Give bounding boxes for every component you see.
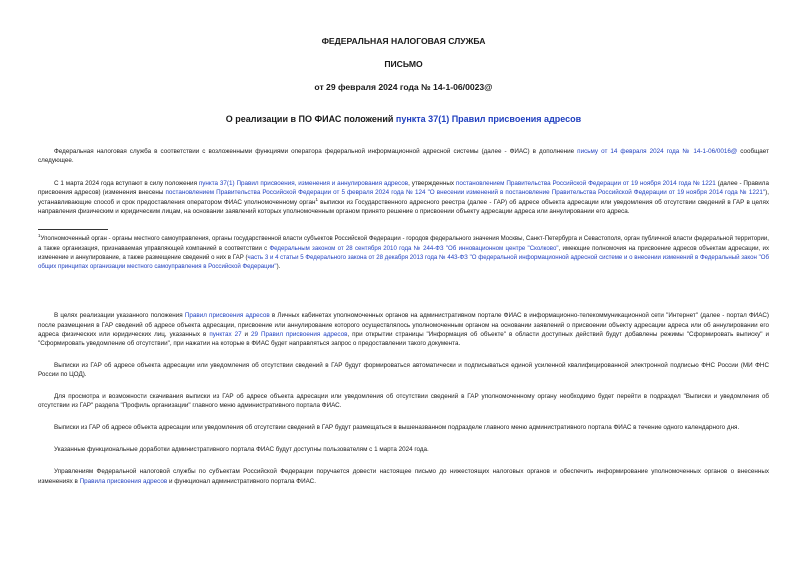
document-subject	[38, 113, 769, 125]
footnote	[38, 234, 769, 271]
text-run: выписки из Государственного адресного реестра (далее - ГАР) об адресе объекта адресации или уведомления об отсутствии сведений в ГАР в целях направления физическим и юридическим лицам, на основании заявлений которых уполномоченным органом принято решение о присвоении объекту адресации адреса или аннулировании его адреса.	[38, 198, 770, 216]
document-kind: ПИСЬМО	[384, 59, 423, 69]
law-244-link[interactable]: Федеральным законом от 28 сентября 2010 года № 244-ФЗ "Об инновационном центре "Сколково"	[269, 244, 559, 252]
text-run: , имеющие полномочия на присвоение адресов объектам адресации, их изменение и аннулирование, а также размещение сведений о них в ГАР (	[38, 244, 769, 261]
rules-link-final[interactable]: Правила присвоения адресов	[79, 477, 168, 485]
point-27-link[interactable]: пунктах 27	[209, 331, 242, 339]
footnote-mark: 1	[38, 233, 41, 239]
decree-124-link[interactable]: постановлением Правительства Российской Федерации от 5 февраля 2024 года № 124 "О внесении изменений в постановление Правительства Российской Федерации от 19 ноября 2014 года № 1221"	[165, 189, 766, 197]
text-run: , утвержденных	[408, 179, 456, 187]
footnote-divider	[38, 229, 108, 230]
rules-link[interactable]: Правил присвоения адресов	[184, 312, 270, 320]
text-run: сообщает следующее.	[38, 148, 769, 165]
paragraph-availability: Указанные функциональные доработки административного портала ФИАС будут доступны пользователям с 1 марта 2024 года.	[54, 445, 429, 453]
text-run: и функционал административного портала ФИАС.	[167, 477, 316, 485]
paragraph-download: Для просмотра и возможности скачивания выписки из ГАР об адресе объекта адресации или уведомления об отсутствии сведений в ГАР уполномоченному органу необходимо будет перейти в подраздел "Выписки и уведомления об отсутствии из ГАР" раздела "Профиль организации" главного меню административного портала ФИАС.	[38, 392, 769, 410]
letter-link[interactable]: письму от 14 февраля 2024 года № 14-1-06/0016@	[577, 148, 738, 155]
point-29-link[interactable]: 29 Правил присвоения адресов	[251, 331, 348, 339]
text-run: ), устанавливающие способ и срок предоставления оператором ФИАС уполномоченному орган	[38, 189, 769, 206]
subject-prefix: О реализации в ПО ФИАС положений	[225, 114, 396, 124]
text-run: В целях реализации указанного положения	[54, 312, 185, 320]
document-date-number: от 29 февраля 2024 года № 14-1-06/0023@	[314, 82, 493, 92]
paragraph-placement: Выписки из ГАР об адресе объекта адресации или уведомления об отсутствии сведений в ГАР будут размещаться в вышеназванном подразделе главного меню административного портала ФИАС в течение одного календарного дня.	[54, 423, 740, 431]
text-run: Федеральная налоговая служба в соответствии с возложенными функциями оператора федеральной информационной адресной системы (далее - ФИАС) в дополнение	[54, 148, 578, 155]
footnote-ref[interactable]: 1	[315, 196, 318, 202]
paragraph-signing: Выписки из ГАР об адресе объекта адресации или уведомления об отсутствии сведений в ГАР будут формироваться автоматически и подписываться единой усиленной квалифицированной электронной подписью ФНС России (МИ ФНС России по ЦОД).	[38, 361, 769, 379]
paragraph-intro	[38, 147, 769, 166]
decree-1221-link[interactable]: постановлением Правительства Российской Федерации от 19 ноября 2014 года № 1221	[455, 179, 716, 187]
agency-title: ФЕДЕРАЛЬНАЯ НАЛОГОВАЯ СЛУЖБА	[321, 36, 486, 46]
text-run: (далее - Правила присвоения адресов) (изменения внесены	[38, 179, 769, 197]
text-run: ).	[276, 263, 281, 271]
paragraph-effective-date	[38, 179, 769, 217]
paragraph-implementation	[38, 311, 769, 349]
subject-link[interactable]: пункта 37(1) Правил присвоения адресов	[395, 114, 582, 124]
text-run: Управлениям Федеральной налоговой службы по субъектам Российской Федерации поручается довести настоящее письмо до нижестоящих налоговых органов и обеспечить информирование уполномоченных органов о внесенных изменениях в	[38, 468, 769, 485]
text-run: Уполномоченный орган - органы местного самоуправления, органы государственной власти субъектов Российской Федерации - городов федерального значения Москвы, Санкт-Петербурга и Севастополя, орган публичной власти федеральной территории, а также организация, признаваемая управляющей компанией в соответствии с	[38, 235, 769, 252]
rules-point-link[interactable]: пункта 37(1) Правил присвоения, изменения и аннулирования адресов	[198, 179, 409, 187]
text-run: в Личных кабинетах уполномоченных органов на административном портале ФИАС в информационно-телекоммуникационной сети "Интернет" (далее - портал ФИАС) после размещения в ГАР сведений об адресе объекта адресации, присвоение или аннулирование которого осуществлялось уполномоченным органом на основании заявлений о присвоении объекту адресации адреса или об аннулировании его адреса физических или юридических лиц, указанных в	[38, 312, 769, 339]
text-run: и	[241, 331, 252, 339]
law-443-link[interactable]: часть 3 и 4 статьи 5 Федерального закона от 28 декабря 2013 года № 443-ФЗ "О федеральной информационной адресной системе и о внесении изменений в Федеральный закон "Об общих принципах организации местного самоуправления в Российской Федерации"	[38, 253, 769, 271]
paragraph-instructions	[38, 467, 769, 486]
text-run: С 1 марта 2024 года вступают в силу положения	[54, 179, 199, 187]
text-run: , при открытии страницы "Информация об объекте" в области доступных действий будут добавлены режимы "Сформировать выписку" и "Сформировать уведомление об отсутствии", при нажатии на которые в ФИАС будет направляться запрос о предоставлении такого документа.	[38, 331, 769, 348]
